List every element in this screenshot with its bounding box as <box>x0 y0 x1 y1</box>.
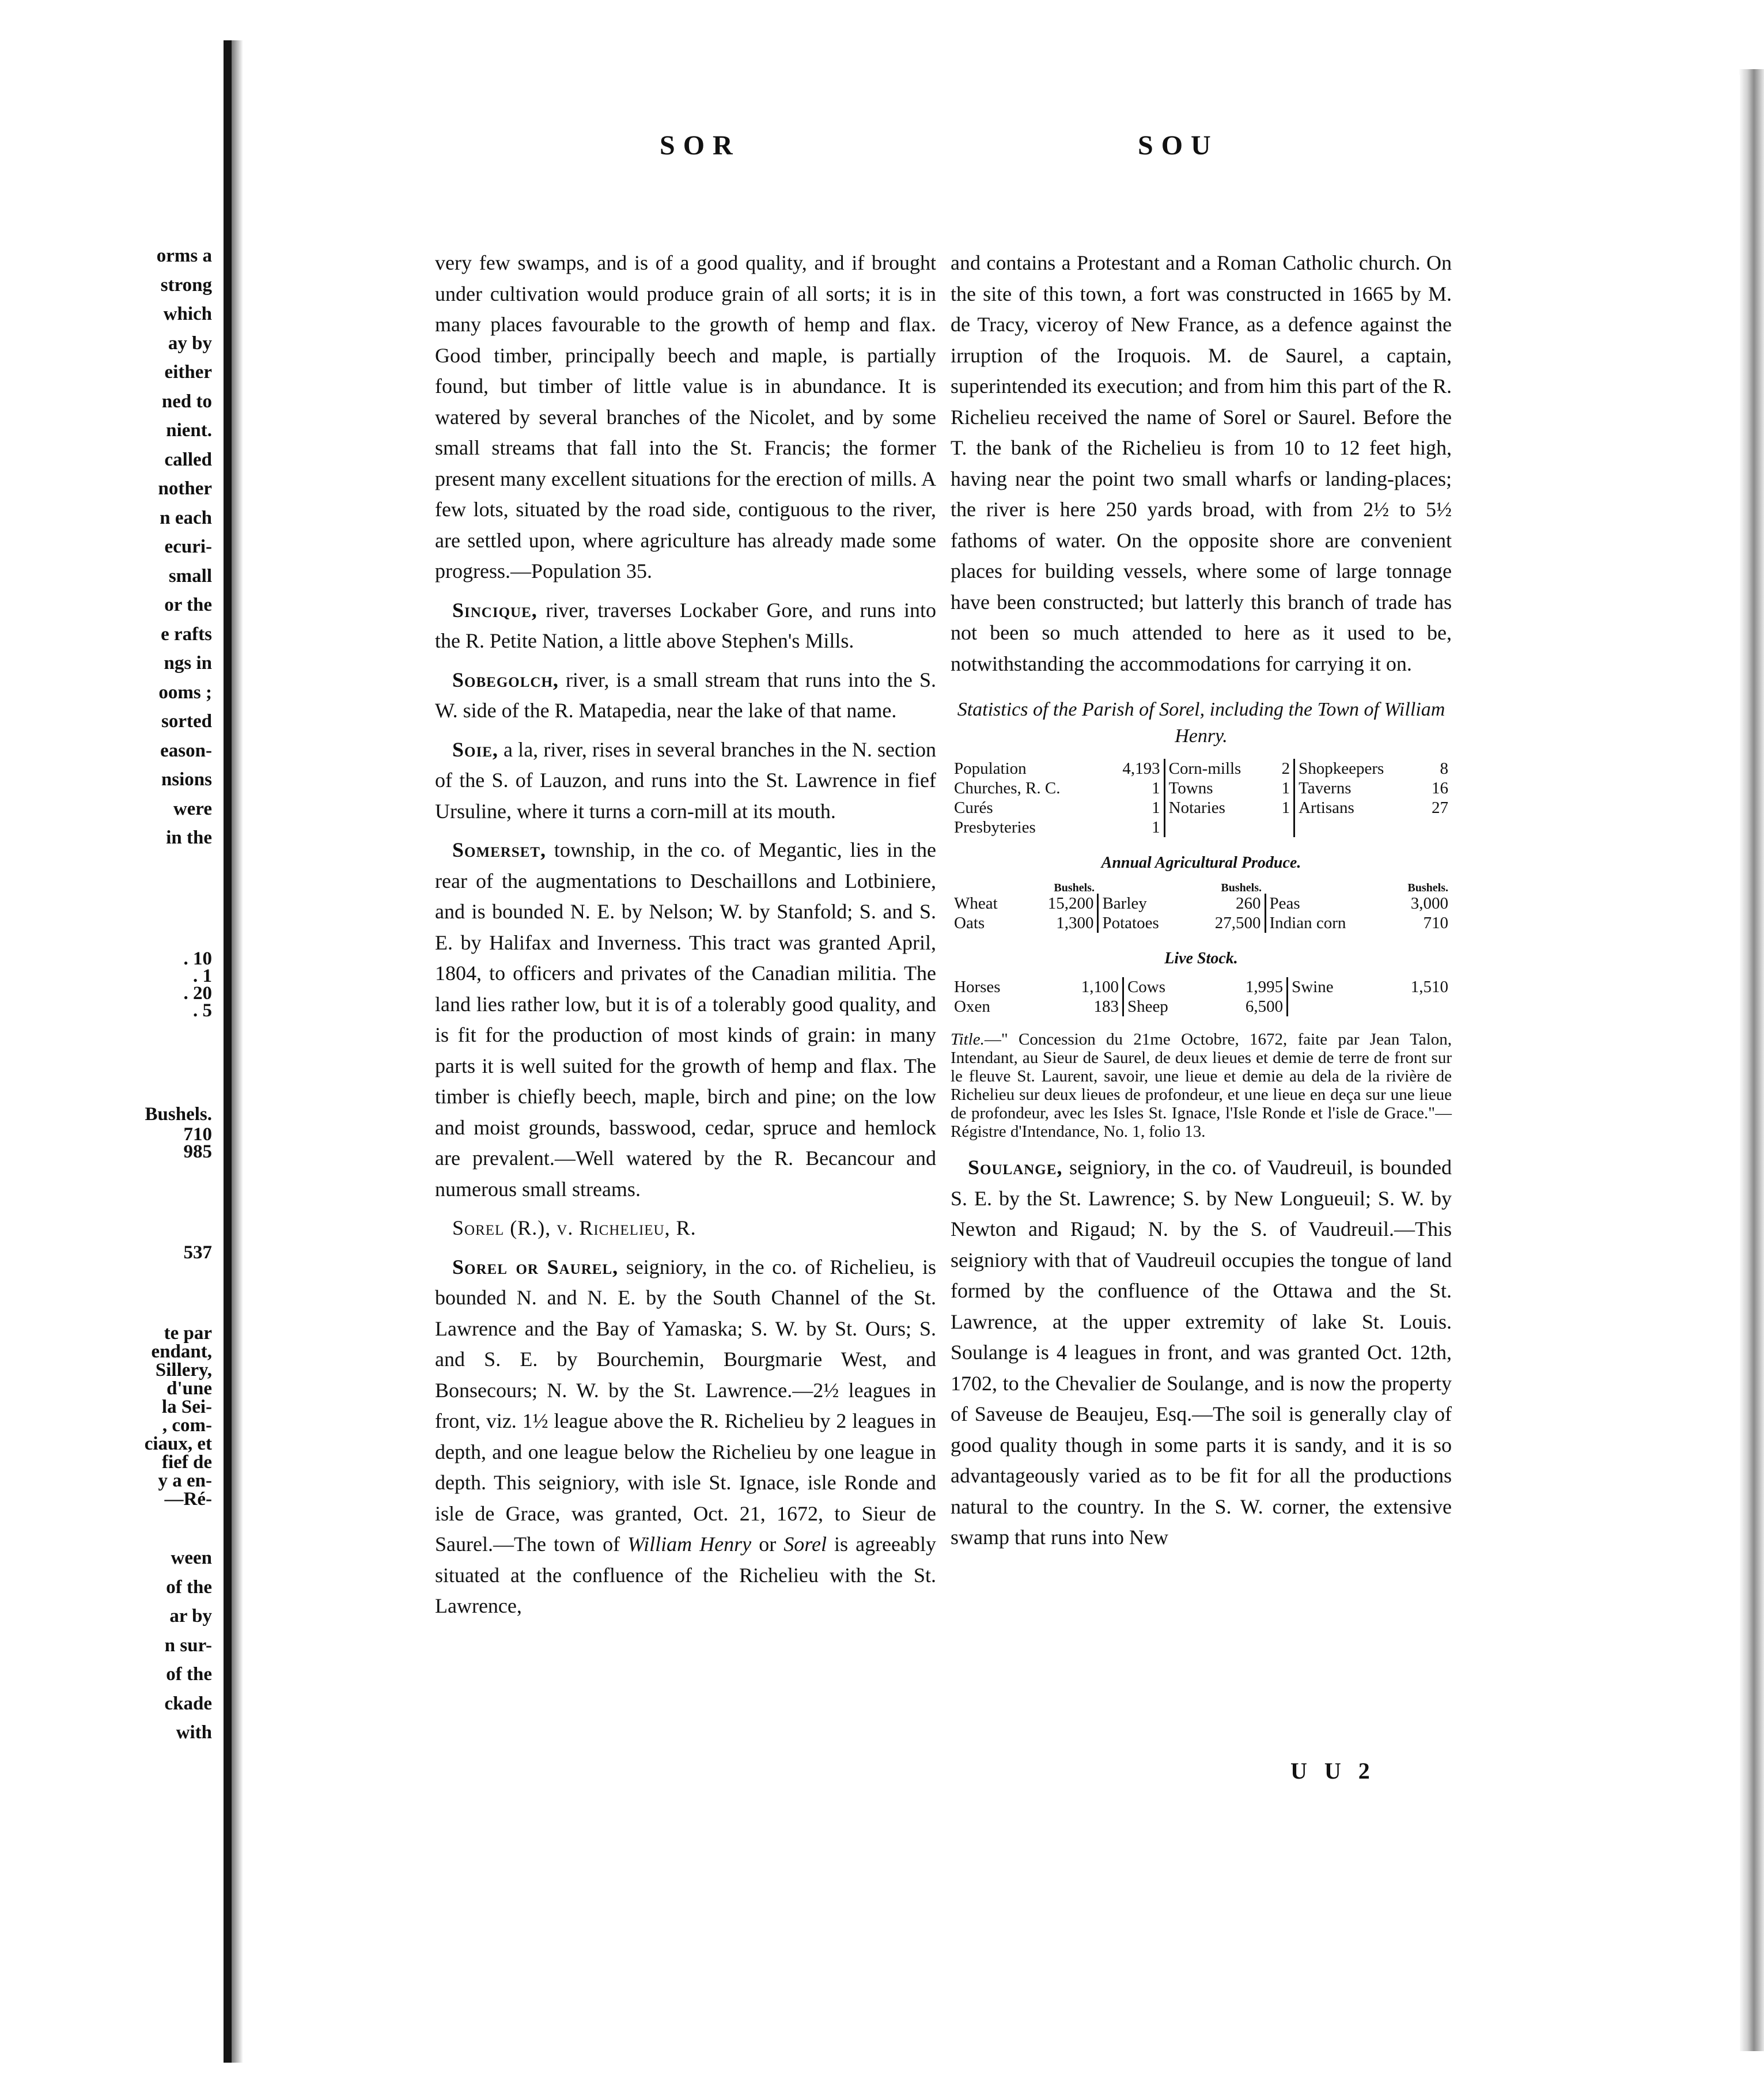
entry-sorel <box>435 1252 936 1622</box>
table-label: Sheep <box>1127 997 1168 1016</box>
signature-mark: U U 2 <box>1290 1758 1376 1784</box>
fragment-line: d'une <box>166 1378 212 1399</box>
entry-sorel-river: Sorel (R.), v. Richelieu, R. <box>452 1216 696 1239</box>
title-text: —" Concession du 21me Octobre, 1672, faite par Jean Talon, Intendant, au Sieur de Saurel, de deux lieues et demie de terre de front sur le fleuve St. Laurent, savoir, une lieue et demie au dela de la rivière de Richelieu sur deux lieues de profondeur, et une lieue en deça sur une lieue de profondeur, avec les Isles St. Ignace, l'Isle Ronde et l'isle de Grace."—Régistre d'Intendance, No. 1, folio 13. <box>951 1030 1452 1141</box>
table-label: Wheat <box>954 894 998 913</box>
table-value: 2 <box>1273 759 1294 778</box>
table-value: 1,995 <box>1208 977 1288 997</box>
paragraph-continuation: very few swamps, and is of a good quality, and if brought under cultivation would produce grain of all sorts; it is in many places favourable to the growth of hemp and flax. Good timber, principally beech and maple, is partially found, but timber of little value is in abundance. It is watered by several branches of the Nicolet, and by some small streams that fall into the St. Francis; the former present many excellent situations for the erection of mills. A few lots, situated by the road side, contiguous to the river, are settled upon, where agriculture has already made some progress.—Population 35. <box>435 251 936 582</box>
entry-text: river, is a small stream that runs into the S. W. side of the R. Matapedia, near the lake of that name. <box>435 668 936 722</box>
table-row <box>951 913 1452 933</box>
entry-soulange <box>951 1152 1452 1553</box>
table-value: 1,510 <box>1410 978 1448 996</box>
table-label: Indian corn <box>1269 913 1346 932</box>
fragment-line: eason- <box>160 740 212 761</box>
table-label: Presbyteries <box>954 818 1036 837</box>
table-row <box>951 798 1452 818</box>
fragment-line: nother <box>158 478 212 499</box>
table-value <box>1273 818 1294 837</box>
table-label: Corn-mills <box>1168 759 1241 778</box>
table-value: 1,300 <box>1022 913 1098 933</box>
fragment-line: either <box>164 362 212 383</box>
table-label: Curés <box>954 799 993 817</box>
bushels-header: Bushels. <box>1054 881 1095 894</box>
fragment-number: . 1 <box>193 966 212 986</box>
fragment-line: endant, <box>151 1341 212 1362</box>
paragraph-continuation: and contains a Protestant and a Roman Catholic church. On the site of this town, a fort was constructed in 1665 by M. de Tracy, viceroy of New France, as a defence against the irruption of the Iroquois. M. de Saurel, a captain, superintended its execution; and from him this part of the R. Richelieu received the name of Sorel or Saurel. Before the T. the bank of the Richelieu is from 10 to 12 feet high, having near the point two small wharfs or landing-places; the river is here 250 yards broad, with from 2½ to 5½ fathoms of water. On the opposite shore are convenient places for building vessels, where some of large tonnage have been constructed; but latterly this branch of trade has not been so much attended to here as it used to be, notwithstanding the accommodations for carrying it on. <box>951 251 1452 675</box>
fragment-line: which <box>163 304 212 324</box>
table-value: 6,500 <box>1208 997 1288 1016</box>
table-label: Towns <box>1168 779 1213 797</box>
table-row <box>951 818 1452 837</box>
table-row <box>951 997 1452 1016</box>
fragment-line: nient. <box>166 420 212 441</box>
entry-headword: Sorel or Saurel, <box>452 1255 619 1278</box>
entry-sincique <box>435 595 936 657</box>
entry-text: seigniory, in the co. of Richelieu, is bounded N. and N. E. by the South Channel of the St. Lawrence and the Bay of Yamaska; S. W. by St. Ours; S. and S. E. by Bourchemin, Bourgmarie West, and Bonsecours; N. W. by the St. Lawrence.—2½ leagues in front, viz. 1½ league above the R. Richelieu by 2 leagues in depth, and one league below the Richelieu by one league in depth. This seigniory, with isle St. Ignace, isle Ronde and isle de Grace, was granted, Oct. 21, 1672, to Sieur de Saurel.—The town of <box>435 1255 936 1556</box>
fragment-line: e rafts <box>161 623 212 645</box>
table-value: 8 <box>1440 759 1448 778</box>
produce-table <box>951 882 1452 933</box>
fragment-line: y a en- <box>158 1470 212 1491</box>
table-label: Oxen <box>954 997 990 1016</box>
page-fold <box>232 40 243 2063</box>
produce-title: Annual Agricultural Produce. <box>1101 854 1301 872</box>
table-row <box>951 778 1452 798</box>
table-value: 260 <box>1189 894 1265 913</box>
table-label <box>1294 818 1420 837</box>
entry-somerset <box>435 835 936 1205</box>
column-left <box>435 248 936 1630</box>
table-value: 710 <box>1423 913 1448 932</box>
table-label: Population <box>954 759 1027 778</box>
table-value: 27,500 <box>1189 913 1265 933</box>
entry-text: river, traverses Lockaber Gore, and runs into the R. Petite Nation, a little above Stephen's Mills. <box>435 598 936 652</box>
table-label: Potatoes <box>1102 913 1159 932</box>
fragment-line: orms a <box>156 245 212 266</box>
entry-headword: Somerset, <box>452 838 547 861</box>
table-value: 3,000 <box>1410 894 1448 913</box>
left-page-fragment <box>0 0 225 2088</box>
fragment-number: 985 <box>183 1141 212 1162</box>
table-row <box>951 977 1452 997</box>
fragment-line: sorted <box>161 711 212 732</box>
fragment-number: . 20 <box>183 983 212 1004</box>
table-label: Swine <box>1292 978 1334 996</box>
table-value <box>1420 818 1452 837</box>
fragment-line: ooms ; <box>158 682 212 703</box>
title-citation <box>951 1030 1452 1141</box>
fragment-line: ar by <box>169 1606 212 1626</box>
statistics-title: Statistics of the Parish of Sorel, including the Town of William Henry. <box>957 699 1445 747</box>
fragment-line: ay by <box>168 332 212 354</box>
page-edge <box>1739 69 1764 2051</box>
table-value: 16 <box>1432 779 1448 797</box>
livestock-table <box>951 977 1452 1016</box>
table-label: Taverns <box>1299 779 1352 797</box>
fragment-line: of the <box>166 1576 212 1598</box>
table-header-row <box>951 882 1452 894</box>
fragment-line: in the <box>166 827 212 848</box>
fragment-line: te par <box>164 1323 212 1344</box>
entry-text: township, in the co. of Megantic, lies in the rear of the augmentations to Deschaillons and Lotbiniere, and is bounded N. E. by Nelson; W. by Stanfold; S. and S. E. by Halifax and Inverness. This tract was granted April, 1804, to officers and privates of the Canadian militia. The land lies rather low, but it is of a tolerably good quality, and is fit for the production of most kinds of grain: in many parts it is well suited for the growth of hemp and flax. The timber is chiefly beech, maple, birch and pine; on the low and moist grounds, basswood, cedar, spruce and hemlock are prevalent.—Well watered by the R. Becancour and numerous small streams. <box>435 838 936 1201</box>
table-value: 1 <box>1103 778 1164 798</box>
fragment-line: ngs in <box>164 653 212 674</box>
town-name: Sorel <box>783 1533 827 1556</box>
table-value: 15,200 <box>1022 894 1098 913</box>
book-spine <box>224 40 232 2063</box>
entry-text: or <box>751 1533 784 1556</box>
table-label: Barley <box>1102 894 1147 913</box>
fragment-line: small <box>168 565 212 587</box>
table-label: Shopkeepers <box>1299 759 1384 778</box>
table-value: 1 <box>1103 798 1164 818</box>
fragment-line: were <box>173 798 212 819</box>
fragment-line: ecuri- <box>164 536 212 557</box>
fragment-line: with <box>176 1722 212 1743</box>
table-label: Oats <box>954 913 985 932</box>
fragment-number: . 5 <box>193 1000 212 1021</box>
table-row <box>951 759 1452 778</box>
fragment-line: ckade <box>164 1693 212 1714</box>
fragment-line: n sur- <box>164 1635 212 1656</box>
fragment-line: n each <box>160 507 212 528</box>
table-label <box>1288 997 1374 1016</box>
table-label: Artisans <box>1299 799 1354 817</box>
fragment-number: 710 <box>183 1124 212 1145</box>
fragment-line: Sillery, <box>155 1360 212 1380</box>
livestock-title: Live Stock. <box>1164 949 1238 967</box>
table-label: Peas <box>1269 894 1300 913</box>
town-name: William Henry <box>627 1533 752 1556</box>
table-value: 1 <box>1273 798 1294 818</box>
column-right <box>951 248 1452 1561</box>
table-label: Cows <box>1127 978 1166 996</box>
entry-headword: Sobegolch, <box>452 668 559 691</box>
fragment-line: , com- <box>162 1415 212 1436</box>
fragment-line: fief de <box>161 1452 212 1473</box>
table-value: 1,100 <box>1044 977 1123 997</box>
fragment-line: strong <box>160 274 212 296</box>
entry-text: a la, river, rises in several branches in the N. section of the S. of Lauzon, and runs into the St. Lawrence in fief Ursuline, where it turns a corn-mill at its mouth. <box>435 737 936 823</box>
statistics-table <box>951 759 1452 837</box>
table-label: Horses <box>954 978 1001 996</box>
table-value: 27 <box>1432 799 1448 817</box>
entry-soie <box>435 735 936 827</box>
fragment-line: nsions <box>161 769 212 790</box>
entry-text: seigniory, in the co. of Vaudreuil, is bounded S. E. by the St. Lawrence; S. by New Longueuil; S. W. by Newton and Rigaud; N. by the S. of Vaudreuil.—This seigniory with that of Vaudreuil occupies the tongue of land formed by the confluence of the Ottawa and the St. Lawrence, at the upper extremity of lake St. Louis. Soulange is 4 leagues in front, and was granted Oct. 12th, 1702, to the Chevalier de Soulange, and is now the property of Saveuse de Beaujeu, Esq.—The soil is generally clay of good quality though in some parts it is sandy, and it is so advantageously varied as to be fit for all the productions natural to the country. In the S. W. corner, the extensive swamp that runs into New <box>951 1156 1452 1549</box>
fragment-line: Bushels. <box>145 1104 212 1125</box>
fragment-number: . 10 <box>183 948 212 969</box>
fragment-number: 537 <box>183 1242 212 1263</box>
table-row <box>951 894 1452 913</box>
fragment-line: ween <box>171 1548 212 1568</box>
table-value: 1 <box>1103 818 1164 837</box>
running-head-right: SOU <box>1138 130 1219 161</box>
fragment-line: la Sei- <box>161 1397 212 1417</box>
title-label: Title. <box>951 1030 985 1049</box>
entry-sobegolch <box>435 665 936 727</box>
table-label <box>1164 818 1273 837</box>
table-value: 183 <box>1044 997 1123 1016</box>
table-value: 1 <box>1273 778 1294 798</box>
fragment-line: ciaux, et <box>144 1433 212 1454</box>
fragment-line: or the <box>164 595 212 615</box>
fragment-line: called <box>164 449 212 470</box>
fragment-line: —Ré- <box>164 1489 212 1510</box>
entry-text: is agreeably situated at the confluence of the Richelieu with the St. Lawrence, <box>435 1533 936 1617</box>
entry-headword: Soulange, <box>968 1156 1063 1179</box>
entry-headword: Sincique, <box>452 598 537 622</box>
table-label: Churches, R. C. <box>954 779 1061 797</box>
table-value: 4,193 <box>1103 759 1164 778</box>
table-value <box>1374 997 1452 1016</box>
bushels-header: Bushels. <box>1221 881 1262 894</box>
entry-headword: Soie, <box>452 737 498 761</box>
table-label: Notaries <box>1168 799 1225 817</box>
running-head-left: SOR <box>660 130 741 161</box>
bushels-header: Bushels. <box>1407 881 1448 894</box>
fragment-line: of the <box>166 1664 212 1685</box>
fragment-line: ned to <box>161 391 212 412</box>
